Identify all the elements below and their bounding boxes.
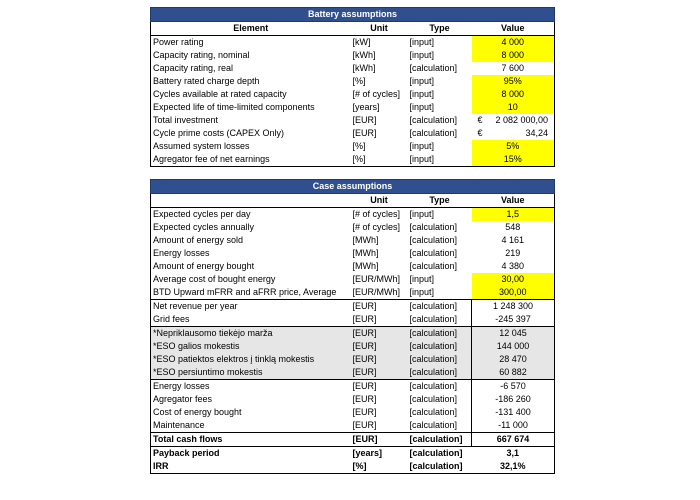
- row-value[interactable]: 4 380: [501, 261, 525, 271]
- row-type: [calculation]: [408, 393, 472, 406]
- row-value[interactable]: 4 161: [501, 235, 525, 245]
- battery-rows: [151, 36, 555, 167]
- table-row: [151, 62, 555, 75]
- row-element: Cost of energy bought: [153, 407, 242, 417]
- header-unit: Unit: [351, 22, 408, 36]
- table-row: [151, 327, 555, 341]
- row-unit: [# of cycles]: [352, 89, 401, 99]
- row-type: [input]: [409, 37, 435, 47]
- row-type: [calculation]: [408, 419, 472, 433]
- table-row: [151, 273, 555, 286]
- row-type: [input]: [409, 89, 435, 99]
- row-unit: [years]: [352, 102, 380, 112]
- row-element: Average cost of bought energy: [153, 274, 276, 284]
- row-type: [calculation]: [408, 447, 472, 461]
- row-type: [calculation]: [408, 366, 472, 380]
- table-row: [151, 247, 555, 260]
- row-value[interactable]: 3,1: [472, 447, 555, 461]
- spreadsheet: [150, 7, 554, 474]
- row-value[interactable]: -131 400: [495, 407, 531, 417]
- row-value[interactable]: 1 248 300: [472, 300, 555, 314]
- table-row: [151, 208, 555, 222]
- row-element: Assumed system losses: [153, 141, 250, 151]
- row-element: Power rating: [153, 37, 204, 47]
- row-unit: [MWh]: [352, 248, 379, 258]
- row-element: Expected cycles annually: [153, 222, 255, 232]
- currency-amount: 34,24: [525, 128, 549, 138]
- table-row: [151, 234, 555, 247]
- row-unit: [MWh]: [352, 235, 379, 245]
- row-element: Cycle prime costs (CAPEX Only): [153, 128, 285, 138]
- row-type: [calculation]: [409, 461, 463, 471]
- case-table-title: Case assumptions: [151, 180, 555, 194]
- table-row: [151, 300, 555, 314]
- row-unit: [%]: [352, 76, 366, 86]
- row-type: [calculation]: [408, 313, 472, 327]
- row-unit: [kW]: [352, 37, 371, 47]
- row-element: Total investment: [153, 115, 219, 125]
- row-type: [input]: [409, 50, 435, 60]
- table-row: [151, 380, 555, 394]
- battery-assumptions-table: [150, 7, 555, 167]
- row-element: Energy losses: [151, 380, 351, 394]
- row-type: [calculation]: [408, 433, 472, 447]
- row-type: [input]: [409, 76, 435, 86]
- row-value[interactable]: -6 570: [472, 380, 555, 394]
- row-element: Expected cycles per day: [153, 209, 251, 219]
- row-element: Capacity rating, real: [153, 63, 234, 73]
- table-row: [151, 460, 555, 474]
- row-element: Expected life of time-limited components: [153, 102, 315, 112]
- row-unit: [EUR]: [351, 380, 408, 394]
- row-unit: [EUR]: [351, 353, 408, 366]
- row-type: [calculation]: [408, 353, 472, 366]
- currency-amount: 2 082 000,00: [495, 115, 549, 125]
- row-unit: [# of cycles]: [352, 222, 401, 232]
- row-element: Amount of energy bought: [153, 261, 255, 271]
- row-unit: [EUR]: [351, 300, 408, 314]
- row-unit: [%]: [352, 141, 366, 151]
- row-type: [calculation]: [408, 300, 472, 314]
- row-value[interactable]: -245 397: [495, 314, 531, 324]
- table-row: [151, 447, 555, 461]
- row-element: Maintenance: [153, 420, 205, 430]
- row-element: Amount of energy sold: [153, 235, 244, 245]
- row-unit: [EUR]: [351, 340, 408, 353]
- row-unit: [EUR]: [351, 327, 408, 341]
- row-element: BTD Upward mFRR and aFRR price, Average: [153, 287, 337, 297]
- table-row: [151, 406, 555, 419]
- row-element: *ESO patiektos elektros į tinklą mokestis: [151, 353, 351, 366]
- row-unit: [# of cycles]: [352, 209, 401, 219]
- table-row: [151, 340, 555, 353]
- row-unit: [%]: [352, 461, 367, 471]
- row-unit: [MWh]: [352, 261, 379, 271]
- row-element: Total cash flows: [151, 433, 351, 447]
- row-value[interactable]: 30,00: [472, 273, 555, 286]
- row-value[interactable]: 12 045: [472, 327, 555, 341]
- row-element: Cycles available at rated capacity: [153, 89, 287, 99]
- row-value[interactable]: -11 000: [498, 420, 528, 430]
- row-value[interactable]: 7 600: [501, 63, 525, 73]
- row-element: *Nepriklausomo tiekėjo marža: [151, 327, 351, 341]
- currency-symbol: €: [477, 115, 483, 125]
- case-header-value: Value: [472, 194, 555, 208]
- table-row: [151, 140, 555, 153]
- row-element: Agregator fees: [153, 394, 213, 404]
- row-type: [input]: [409, 274, 435, 284]
- header-value: Value: [472, 22, 555, 36]
- row-type: [input]: [409, 287, 435, 297]
- row-value[interactable]: 4 000: [472, 36, 555, 50]
- row-element: Energy losses: [153, 248, 210, 258]
- table-row: [151, 101, 555, 114]
- table-row: [151, 75, 555, 88]
- row-value[interactable]: 548: [505, 222, 521, 232]
- case-header-element: [151, 194, 351, 208]
- row-value[interactable]: 10: [472, 101, 555, 114]
- row-unit: [years]: [351, 447, 408, 461]
- row-type: [calculation]: [408, 340, 472, 353]
- table-row: [151, 127, 555, 140]
- row-type: [input]: [409, 209, 435, 219]
- row-unit: [EUR]: [352, 394, 377, 404]
- battery-table-title: Battery assumptions: [151, 8, 555, 22]
- table-row: [151, 49, 555, 62]
- row-element: Battery rated charge depth: [153, 76, 260, 86]
- row-unit: [EUR]: [351, 366, 408, 380]
- row-value[interactable]: 32,1%: [500, 461, 526, 471]
- row-element: Agregator fee of net earnings: [153, 154, 270, 164]
- row-value[interactable]: 15%: [472, 153, 555, 167]
- row-type: [calculation]: [408, 327, 472, 341]
- row-type: [calculation]: [409, 248, 458, 258]
- row-type: [input]: [409, 102, 435, 112]
- row-element: Net revenue per year: [151, 300, 351, 314]
- row-unit: [EUR/MWh]: [352, 287, 401, 297]
- case-rows: [151, 208, 555, 474]
- row-value[interactable]: [472, 127, 555, 140]
- row-value[interactable]: 144 000: [472, 340, 555, 353]
- row-value[interactable]: 667 674: [472, 433, 555, 447]
- row-unit: [EUR]: [352, 420, 377, 430]
- case-header-unit: Unit: [351, 194, 408, 208]
- row-type: [input]: [409, 154, 435, 164]
- row-unit: [EUR]: [352, 128, 377, 138]
- header-type: Type: [408, 22, 472, 36]
- row-unit: [EUR/MWh]: [352, 274, 401, 284]
- row-value[interactable]: 5%: [472, 140, 555, 153]
- table-row: [151, 433, 555, 447]
- table-row: [151, 88, 555, 101]
- row-unit: [EUR]: [352, 407, 377, 417]
- row-type: [calculation]: [409, 222, 458, 232]
- row-value[interactable]: 60 882: [472, 366, 555, 380]
- row-value[interactable]: 300,00: [472, 286, 555, 300]
- table-row: [151, 260, 555, 273]
- row-element: *ESO persiuntimo mokestis: [151, 366, 351, 380]
- row-type: [calculation]: [409, 115, 458, 125]
- row-unit: [EUR]: [351, 433, 408, 447]
- row-type: [calculation]: [409, 63, 458, 73]
- row-value[interactable]: -186 260: [495, 394, 531, 404]
- case-header-type: Type: [408, 194, 472, 208]
- table-row: [151, 286, 555, 300]
- table-row: [151, 353, 555, 366]
- row-value[interactable]: 1,5: [472, 208, 555, 222]
- row-unit: [kWh]: [352, 50, 376, 60]
- row-value[interactable]: 219: [505, 248, 521, 258]
- row-type: [calculation]: [409, 261, 458, 271]
- table-row: [151, 393, 555, 406]
- table-row: [151, 153, 555, 167]
- row-value[interactable]: [472, 114, 555, 127]
- table-row: [151, 36, 555, 50]
- row-value[interactable]: 95%: [472, 75, 555, 88]
- header-element: Element: [151, 22, 351, 36]
- row-type: [calculation]: [408, 380, 472, 394]
- row-value[interactable]: 8 000: [472, 88, 555, 101]
- row-element: Grid fees: [153, 314, 190, 324]
- row-type: [input]: [409, 141, 435, 151]
- row-value[interactable]: 28 470: [472, 353, 555, 366]
- table-row: [151, 114, 555, 127]
- table-row: [151, 313, 555, 327]
- case-assumptions-table: [150, 179, 555, 474]
- table-row: [151, 419, 555, 433]
- row-element: IRR: [153, 461, 169, 471]
- row-unit: [kWh]: [352, 63, 376, 73]
- row-value[interactable]: 8 000: [472, 49, 555, 62]
- row-element: *ESO galios mokestis: [151, 340, 351, 353]
- table-row: [151, 221, 555, 234]
- row-unit: [EUR]: [352, 314, 377, 324]
- row-unit: [EUR]: [352, 115, 377, 125]
- table-row: [151, 366, 555, 380]
- currency-symbol: €: [477, 128, 483, 138]
- row-element: Payback period: [151, 447, 351, 461]
- row-type: [calculation]: [409, 128, 458, 138]
- row-type: [calculation]: [408, 406, 472, 419]
- row-element: Capacity rating, nominal: [153, 50, 250, 60]
- row-unit: [%]: [352, 154, 366, 164]
- row-type: [calculation]: [409, 235, 458, 245]
